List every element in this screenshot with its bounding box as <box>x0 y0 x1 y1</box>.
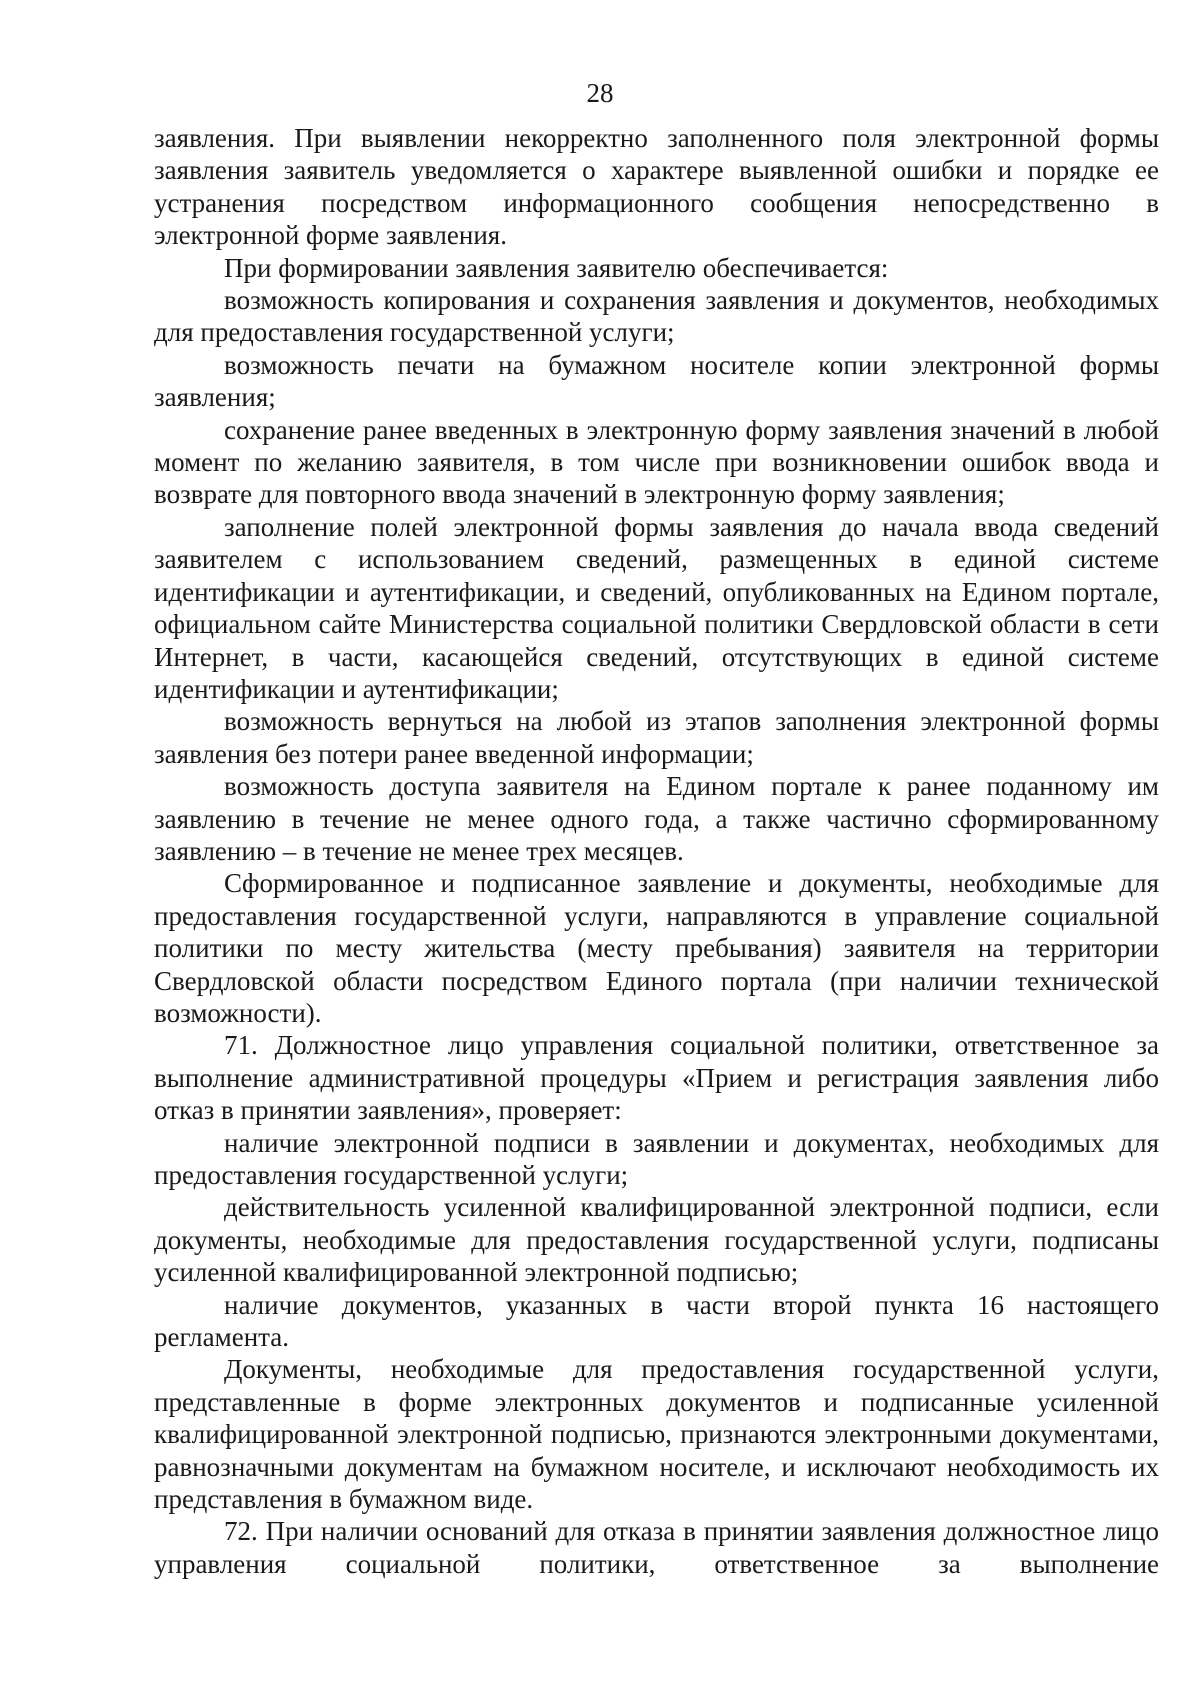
paragraph-section-71: 71. Должностное лицо управления социальной политики, ответственное за выполнение административной процедуры «Прием и регистрация заявления либо отказ в принятии заявления», проверяет: <box>154 1030 1159 1126</box>
paragraph: наличие электронной подписи в заявлении и документах, необходимых для предоставления государственной услуги; <box>154 1127 1159 1190</box>
paragraph: заявления. При выявлении некорректно заполненного поля электронной формы заявления заявитель уведомляется о характере выявленной ошибки и порядке ее устранения посредством информационного сообщения непосредственно в электронной форме заявления. <box>154 123 1159 251</box>
paragraph: возможность копирования и сохранения заявления и документов, необходимых для предоставления государственной услуги; <box>154 285 1159 348</box>
paragraph-section-72: 72. При наличии оснований для отказа в принятии заявления должностное лицо управления социальной политики, ответственное за выполнение <box>154 1516 1159 1579</box>
document-body <box>154 122 1159 1580</box>
paragraph: Документы, необходимые для предоставления государственной услуги, представленные в форме электронных документов и подписанные усиленной квалифицированной электронной подписью, признаются электронными документами, равнозначными документам на бумажном носителе, и исключают необходимость их представления в бумажном виде. <box>154 1354 1159 1515</box>
paragraph: действительность усиленной квалифицированной электронной подписи, если документы, необходимые для предоставления государственной услуги, подписаны усиленной квалифицированной электронной подписью; <box>154 1192 1159 1288</box>
paragraph: заполнение полей электронной формы заявления до начала ввода сведений заявителем с использованием сведений, размещенных в единой системе идентификации и аутентификации, и сведений, опубликованных на Едином портале, официальном сайте Министерства социальной политики Свердловской области в сети Интернет, в части, касающейся сведений, отсутствующих в единой системе идентификации и аутентификации; <box>154 511 1159 704</box>
page-number: 28 <box>586 78 614 108</box>
paragraph: сохранение ранее введенных в электронную форму заявления значений в любой момент по желанию заявителя, в том числе при возникновении ошибок ввода и возврате для повторного ввода значений в электронную форму заявления; <box>154 414 1159 510</box>
paragraph: возможность вернуться на любой из этапов заполнения электронной формы заявления без потери ранее введенной информации; <box>154 706 1159 769</box>
paragraph: возможность доступа заявителя на Едином портале к ранее поданному им заявлению в течение не менее одного года, а также частично сформированному заявлению – в течение не менее трех месяцев. <box>154 771 1159 866</box>
paragraph: При формировании заявления заявителю обеспечивается: <box>224 252 889 283</box>
paragraph: наличие документов, указанных в части второй пункта 16 настоящего регламента. <box>154 1289 1159 1353</box>
paragraph: возможность печати на бумажном носителе копии электронной формы заявления; <box>154 349 1159 413</box>
paragraph: Сформированное и подписанное заявление и документы, необходимые для предоставления государственной услуги, направляются в управление социальной политики по месту жительства (месту пребывания) заявителя на территории Свердловской области посредством Единого портала (при наличии технической возможности). <box>154 868 1159 1028</box>
